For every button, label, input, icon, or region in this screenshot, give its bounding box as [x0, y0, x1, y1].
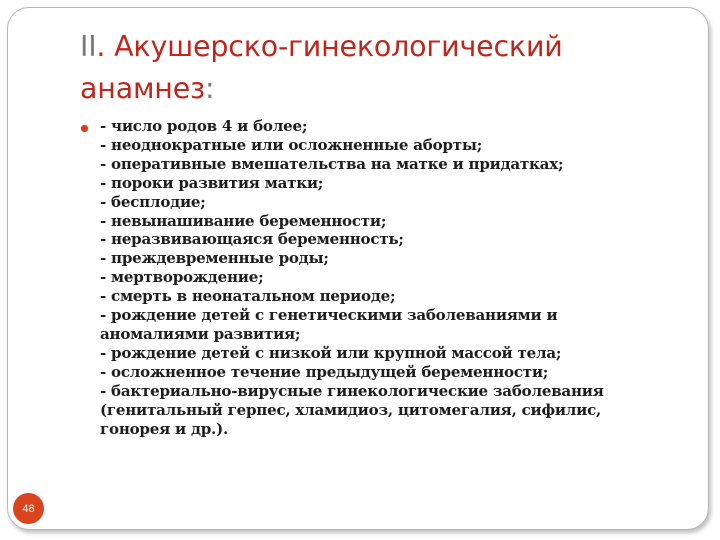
list-line: - невынашивание беременности; — [100, 211, 387, 230]
title-number: II — [80, 30, 97, 63]
list-line: - осложненное течение предыдущей беременности; — [100, 362, 549, 381]
title-text-1: Акушерско-гинекологический — [114, 30, 563, 63]
list-line: - число родов 4 и более; — [100, 117, 308, 135]
list-line: - бесплодие; — [100, 192, 206, 211]
title-text-2: анамнез — [80, 72, 205, 105]
risk-factor-list — [100, 117, 660, 438]
title-dot: . — [96, 30, 106, 63]
list-line: - неразвивающаяся беременность; — [100, 230, 404, 249]
title-line-2 — [80, 68, 680, 110]
title-line-1 — [80, 26, 680, 68]
bullet-dot-icon — [81, 125, 88, 132]
list-line: - неоднократные или осложненные аборты; — [100, 135, 483, 154]
list-line: - пороки развития матки; — [100, 173, 324, 192]
list-line: - преждевременные роды; — [100, 249, 329, 268]
title-colon: : — [205, 72, 215, 105]
list-line: - рождение детей с низкой или крупной массой тела; — [100, 343, 562, 362]
page-number-badge: 48 — [13, 493, 44, 524]
list-line: - мертворождение; — [100, 268, 264, 287]
list-line: аномалиями развития; — [100, 324, 301, 343]
list-line: (генитальный герпес, хламидиоз, цитомегалия, сифилис, — [100, 400, 602, 419]
slide-title — [80, 26, 680, 110]
list-line: - бактериально-вирусные гинекологические заболевания — [100, 381, 604, 400]
list-line: - рождение детей с генетическими заболеваниями и — [100, 306, 558, 325]
list-line: - смерть в неонатальном периоде; — [100, 287, 396, 306]
list-line: гонорея и др.). — [100, 419, 228, 438]
list-line: - оперативные вмешательства на матке и придатках; — [100, 154, 564, 173]
